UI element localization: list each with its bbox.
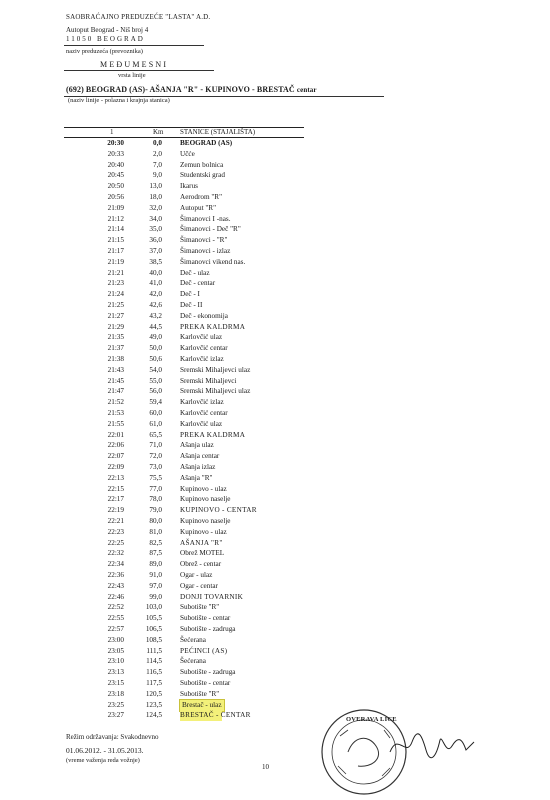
page-number: 10: [262, 763, 269, 771]
row-time: 22:55: [107, 614, 124, 623]
table-row: [0, 419, 550, 430]
row-station: Ašanja izlaz: [180, 463, 216, 471]
row-km: 42,6: [149, 301, 162, 309]
column-header-km: Km: [153, 128, 164, 136]
company-address: Autoput Beograd - Niš broj 4: [66, 26, 149, 34]
row-km: 7,0: [153, 160, 162, 169]
row-time: 22:09: [107, 463, 124, 471]
validity-caption: (vreme važenja reda vožnje): [66, 757, 140, 764]
table-row: [0, 527, 550, 538]
row-time: 22:06: [107, 441, 124, 450]
row-station: Ašanja centar: [180, 452, 220, 461]
row-km: 97,0: [149, 581, 162, 590]
row-station: Ogar - centar: [180, 581, 218, 590]
row-time: 22:23: [107, 527, 124, 536]
route-title-suffix: centar: [296, 86, 317, 94]
table-row: [0, 635, 550, 646]
row-station: Ašanja "R": [180, 473, 213, 482]
row-km: 65,5: [149, 430, 162, 439]
row-station: Subotište "R": [180, 689, 220, 698]
row-time: 21:25: [107, 301, 124, 309]
table-row: [0, 710, 550, 721]
table-row: [0, 700, 550, 711]
row-time: 23:05: [107, 646, 124, 655]
table-row: [0, 678, 550, 689]
row-km: 80,0: [149, 517, 162, 525]
table-row: [0, 646, 550, 657]
table-row: [0, 408, 550, 419]
row-station: Aerodrom "R": [180, 193, 222, 201]
table-row: [0, 311, 550, 322]
row-time: 21:55: [107, 419, 124, 428]
row-station: Deč - centar: [180, 279, 216, 288]
row-station: Šimanovci I -nas.: [180, 214, 231, 223]
column-header-station: STANICE (STAJALIŠTA): [180, 128, 256, 136]
row-km: 78,0: [149, 495, 162, 504]
row-km: 91,0: [149, 571, 162, 579]
row-station: Kupinovo naselje: [180, 495, 231, 504]
row-time: 21:12: [107, 214, 124, 223]
row-station: Sremski Mihaljevci ulaz: [180, 365, 251, 374]
row-station: Ašanja ulaz: [180, 441, 214, 450]
row-station: PEĆINCI (AS): [180, 646, 228, 655]
company-city: 11050 BEOGRAD: [66, 35, 145, 43]
row-station: Subotište - centar: [180, 614, 231, 623]
operating-regime: Režim održavanja: Svakodnevno: [66, 733, 159, 741]
row-time: 22:25: [107, 538, 124, 547]
row-km: 71,0: [149, 441, 162, 450]
row-station: Deč - ekonomija: [180, 311, 228, 320]
line-type-caption: vrsta linije: [118, 72, 146, 79]
row-km: 99,0: [149, 592, 162, 601]
row-station: PREKA KALDRMA: [180, 430, 246, 439]
row-station: Ogar - ulaz: [180, 571, 213, 579]
row-km: 77,0: [149, 484, 162, 493]
row-time: 21:09: [107, 203, 124, 212]
row-km: 61,0: [149, 419, 162, 428]
table-row: [0, 602, 550, 613]
table-row: [0, 160, 550, 171]
row-time: 21:43: [107, 365, 124, 374]
row-time: 22:01: [107, 430, 124, 439]
row-station: Karlovčić centar: [180, 409, 228, 417]
row-time: 21:53: [107, 409, 124, 417]
row-station: Učće: [180, 149, 195, 158]
row-km: 123,5: [145, 700, 162, 709]
row-time: 22:17: [107, 495, 124, 504]
row-time: 20:45: [107, 171, 124, 180]
table-row: [0, 538, 550, 549]
row-km: 54,0: [149, 365, 162, 374]
route-title-text: (692) BEOGRAD (AS)- AŠANJA "R" - KUPINOVO - BRESTAČ: [66, 85, 295, 94]
row-station: AŠANJA "R": [180, 538, 223, 547]
table-row: [0, 376, 550, 387]
row-time: 22:52: [107, 603, 124, 612]
row-km: 111,5: [146, 646, 162, 655]
table-row: [0, 613, 550, 624]
row-km: 36,0: [149, 236, 162, 245]
row-station: Šimanovci vikend nas.: [180, 257, 246, 266]
row-station: PREKA KALDRMA: [180, 322, 246, 331]
row-time: 23:18: [107, 689, 124, 698]
table-row: [0, 516, 550, 527]
table-row: [0, 484, 550, 495]
row-time: 23:27: [107, 711, 124, 720]
row-station: Sremski Mihaljevci ulaz: [180, 387, 251, 396]
row-station: Sremski Mihaljevci: [180, 376, 237, 385]
row-time: 21:47: [107, 387, 124, 396]
row-time: 22:57: [107, 625, 124, 633]
row-time: 21:29: [107, 322, 124, 331]
table-row: [0, 246, 550, 257]
row-time: 21:38: [107, 355, 124, 363]
row-time: 23:15: [107, 679, 124, 687]
table-row: [0, 203, 550, 214]
row-km: 120,5: [145, 689, 162, 698]
row-station: Subotište "R": [180, 603, 220, 612]
table-row: [0, 181, 550, 192]
row-km: 114,5: [146, 657, 162, 666]
row-km: 73,0: [149, 463, 162, 471]
row-time: 21:14: [107, 225, 124, 234]
table-row: [0, 548, 550, 559]
row-station: Zemun bolnica: [180, 160, 224, 169]
row-time: 21:35: [107, 333, 124, 342]
row-station: Subotište - zadruga: [180, 625, 236, 633]
table-row: [0, 656, 550, 667]
row-time: 21:45: [107, 376, 124, 385]
row-station: BRESTAČ - CENTAR: [180, 711, 251, 720]
table-row: [0, 440, 550, 451]
row-km: 2,0: [153, 149, 162, 158]
table-row: [0, 592, 550, 603]
row-km: 0,0: [153, 139, 162, 147]
row-km: 32,0: [149, 203, 162, 212]
row-km: 116,5: [146, 668, 162, 677]
row-time: 23:00: [107, 635, 124, 644]
table-row: [0, 581, 550, 592]
table-row: [0, 570, 550, 581]
row-station: Kupinovo naselje: [180, 517, 231, 525]
table-row: [0, 667, 550, 678]
row-time: 20:33: [107, 149, 124, 158]
row-time: 22:07: [107, 452, 124, 461]
table-row: [0, 473, 550, 484]
row-station: Deč - ulaz: [180, 268, 210, 277]
row-time: 21:23: [107, 279, 124, 288]
row-station: Šimanovci - izlaz: [180, 247, 231, 255]
row-km: 82,5: [149, 538, 162, 547]
row-station: Šimanovci - Deč "R": [180, 225, 241, 234]
table-row: [0, 689, 550, 700]
row-station: Deč - II: [180, 301, 203, 309]
row-time: 23:10: [107, 657, 124, 666]
row-km: 43,2: [149, 311, 162, 320]
row-station: Šećerana: [180, 635, 206, 644]
table-row: [0, 430, 550, 441]
row-km: 79,0: [149, 506, 162, 515]
row-km: 103,0: [145, 603, 162, 612]
table-row: [0, 343, 550, 354]
row-time: 23:13: [107, 668, 124, 677]
table-row: [0, 559, 550, 570]
row-station: Karlovčić ulaz: [180, 419, 223, 428]
line-type-rule: [64, 70, 214, 71]
company-name: SAOBRAĆAJNO PREDUZEĆE "LASTA" A.D.: [66, 13, 211, 21]
row-km: 89,0: [149, 560, 162, 569]
table-row: [0, 505, 550, 516]
table-row: [0, 170, 550, 181]
table-row: [0, 386, 550, 397]
row-km: 40,0: [149, 268, 162, 277]
table-row: [0, 192, 550, 203]
row-station: Kupinovo - ulaz: [180, 527, 227, 536]
row-time: 22:36: [107, 571, 124, 579]
table-row: [0, 494, 550, 505]
row-km: 87,5: [149, 549, 162, 558]
row-time: 21:24: [107, 290, 124, 299]
row-station: Karlovčić izlaz: [180, 355, 224, 363]
row-time: 22:19: [107, 506, 124, 515]
company-caption: naziv preduzeća (prevoznika): [66, 48, 143, 55]
row-km: 42,0: [149, 290, 162, 299]
row-km: 34,0: [149, 214, 162, 223]
row-time: 20:50: [107, 182, 124, 191]
row-time: 22:13: [107, 473, 124, 482]
table-row: [0, 268, 550, 279]
row-km: 55,0: [149, 376, 162, 385]
row-time: 22:34: [107, 560, 124, 569]
row-time: 20:30: [107, 139, 124, 147]
row-station: Šimanovci - "R": [180, 236, 228, 245]
row-time: 21:19: [107, 257, 124, 266]
table-row: [0, 332, 550, 343]
table-row: [0, 624, 550, 635]
row-station: BEOGRAD (AS): [180, 139, 233, 147]
row-station: Brestač - ulaz: [182, 700, 222, 709]
row-time: 21:15: [107, 236, 124, 245]
validity-dates: 01.06.2012. - 31.05.2013.: [66, 746, 144, 755]
row-time: 23:25: [107, 700, 124, 709]
row-km: 59,4: [149, 398, 162, 407]
row-km: 72,0: [149, 452, 162, 461]
row-time: 20:56: [107, 193, 124, 201]
row-station: Ikarus: [180, 182, 198, 191]
row-km: 75,5: [149, 473, 162, 482]
row-station: KUPINOVO - CENTAR: [180, 506, 257, 515]
row-km: 18,0: [149, 193, 162, 201]
table-row: [0, 149, 550, 160]
row-km: 9,0: [153, 171, 162, 180]
stamp-label: OVERAVA LICE: [346, 716, 397, 723]
row-station: Obrež - centar: [180, 560, 222, 569]
table-row: [0, 354, 550, 365]
row-station: Kupinovo - ulaz: [180, 484, 227, 493]
company-rule: [64, 45, 204, 46]
row-time: 21:17: [107, 247, 124, 255]
row-km: 44,5: [149, 322, 162, 331]
table-row: [0, 138, 550, 149]
row-station: Obrež MOTEL: [180, 549, 225, 558]
row-station: Deč - I: [180, 290, 200, 299]
row-station: Studentski grad: [180, 171, 225, 180]
row-km: 60,0: [149, 409, 162, 417]
row-km: 50,6: [149, 355, 162, 363]
row-time: 22:21: [107, 517, 124, 525]
row-time: 22:43: [107, 581, 124, 590]
row-km: 117,5: [146, 679, 162, 687]
row-km: 13,0: [149, 182, 162, 191]
route-title: [66, 85, 317, 94]
row-station: Subotište - zadruga: [180, 668, 236, 677]
row-km: 35,0: [149, 225, 162, 234]
table-row: [0, 214, 550, 225]
row-km: 56,0: [149, 387, 162, 396]
table-row: [0, 451, 550, 462]
row-km: 41,0: [149, 279, 162, 288]
row-km: 106,5: [145, 625, 162, 633]
table-row: [0, 257, 550, 268]
row-time: 22:15: [107, 484, 124, 493]
table-row: [0, 322, 550, 333]
route-caption: (naziv linije - polazna i krajnja stanica): [68, 97, 170, 104]
signature: [388, 728, 478, 762]
row-km: 37,0: [149, 247, 162, 255]
row-time: 21:37: [107, 344, 124, 353]
row-station: Karlovčić centar: [180, 344, 228, 353]
table-row: [0, 289, 550, 300]
row-time: 21:21: [107, 268, 124, 277]
table-row: [0, 397, 550, 408]
line-type-value: MEĐUMESNI: [100, 60, 169, 69]
row-km: 108,5: [145, 635, 162, 644]
row-station: Subotište - centar: [180, 679, 231, 687]
row-km: 49,0: [149, 333, 162, 342]
table-row: [0, 365, 550, 376]
row-km: 105,5: [145, 614, 162, 623]
row-station: Karlovčić izlaz: [180, 398, 224, 407]
row-time: 20:40: [107, 160, 124, 169]
row-time: 21:27: [107, 311, 124, 320]
table-row: [0, 462, 550, 473]
row-km: 124,5: [145, 711, 162, 720]
row-km: 50,0: [149, 344, 162, 353]
row-km: 81,0: [149, 527, 162, 536]
row-km: 38,5: [149, 257, 162, 266]
table-row: [0, 224, 550, 235]
table-row: [0, 300, 550, 311]
row-station: Karlovčić ulaz: [180, 333, 223, 342]
column-header-time: 1: [110, 128, 114, 136]
row-time: 21:52: [107, 398, 124, 407]
table-row: [0, 278, 550, 289]
row-station: Šećerana: [180, 657, 206, 666]
row-station: Autoput "R": [180, 203, 217, 212]
row-time: 22:46: [107, 592, 124, 601]
row-station: DONJI TOVARNIK: [180, 592, 244, 601]
row-time: 22:32: [107, 549, 124, 558]
table-row: [0, 235, 550, 246]
